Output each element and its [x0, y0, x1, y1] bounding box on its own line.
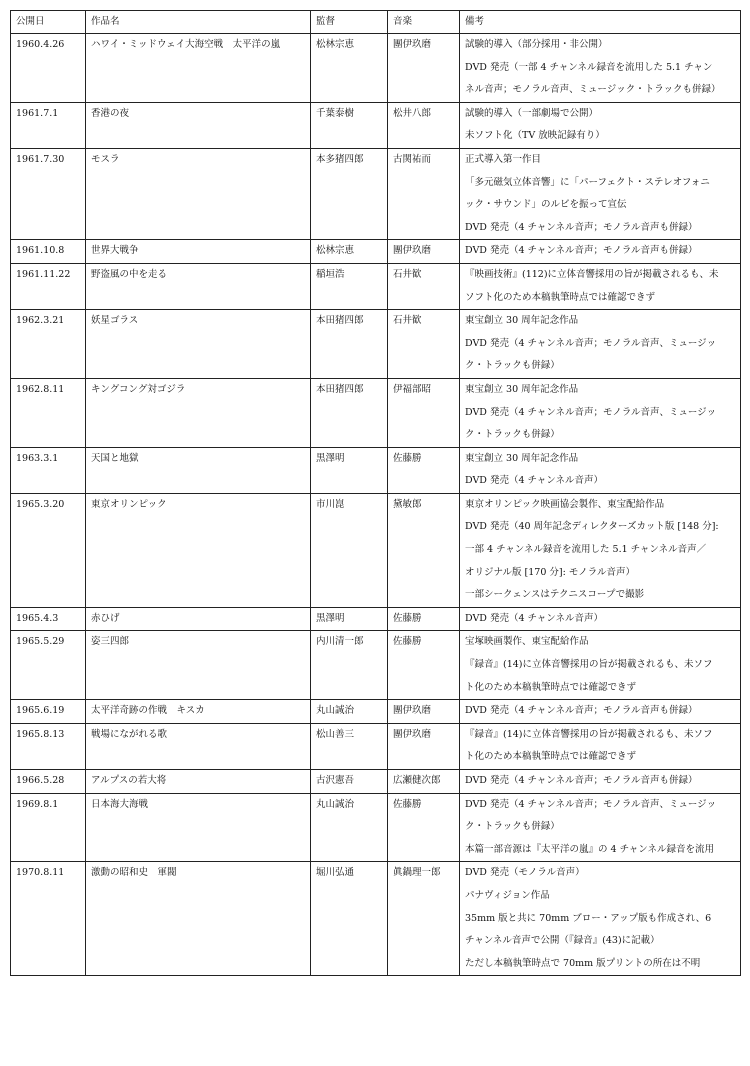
- title-cell: 戦場にながれる歌: [86, 723, 311, 769]
- notes-cell: [460, 34, 741, 103]
- music-cell: 眞鍋理一郎: [388, 862, 460, 976]
- director-cell: 稲垣浩: [311, 263, 388, 309]
- note-line: ク・トラックも併録）: [465, 360, 560, 372]
- notes-cell: [460, 631, 741, 700]
- release-date-cell: 1963.3.1: [11, 447, 86, 493]
- note-line: DVD 発売（4 チャンネル音声；モノラル音声も併録）: [465, 221, 698, 233]
- release-date-cell: 1965.8.13: [11, 723, 86, 769]
- release-date-cell: 1969.8.1: [11, 793, 86, 862]
- note-line: ック・サウンド」のルビを振って宣伝: [465, 199, 627, 211]
- header-director: 監督: [311, 11, 388, 34]
- note-line: DVD 発売（4 チャンネル音声；モノラル音声、ミュージッ: [465, 798, 717, 810]
- note-line: 『録音』(14)に立体音響採用の旨が掲載されるも、未ソフ: [465, 728, 713, 740]
- table-row: [11, 102, 741, 148]
- notes-cell: [460, 263, 741, 309]
- release-date-cell: 1961.11.22: [11, 263, 86, 309]
- table-row: [11, 607, 741, 631]
- release-date-cell: 1961.7.30: [11, 148, 86, 239]
- release-date-cell: 1962.8.11: [11, 378, 86, 447]
- header-release-date: 公開日: [11, 11, 86, 34]
- note-line: 未ソフト化（TV 放映記録有り）: [465, 130, 605, 142]
- table-row: [11, 631, 741, 700]
- music-cell: 伊福部昭: [388, 378, 460, 447]
- note-line: ト化のため本稿執筆時点では確認できず: [465, 681, 637, 693]
- table-row: [11, 700, 741, 724]
- notes-cell: [460, 102, 741, 148]
- note-line: DVD 発売（4 チャンネル音声；モノラル音声、ミュージッ: [465, 337, 717, 349]
- release-date-cell: 1965.3.20: [11, 493, 86, 607]
- note-line: 東京オリンピック映画協会製作、東宝配給作品: [465, 498, 665, 510]
- release-date-cell: 1961.10.8: [11, 240, 86, 264]
- notes-cell: [460, 378, 741, 447]
- director-cell: 黒澤明: [311, 607, 388, 631]
- music-cell: 團伊玖磨: [388, 700, 460, 724]
- note-line: 東宝創立 30 周年記念作品: [465, 383, 579, 395]
- director-cell: 古沢憲吾: [311, 770, 388, 794]
- director-cell: 松林宗恵: [311, 240, 388, 264]
- music-cell: 古関祐而: [388, 148, 460, 239]
- director-cell: 松山善三: [311, 723, 388, 769]
- note-line: ク・トラックも併録）: [465, 821, 560, 833]
- note-line: ただし本稿執筆時点で 70mm 版プリントの所在は不明: [465, 957, 701, 969]
- release-date-cell: 1970.8.11: [11, 862, 86, 976]
- director-cell: 丸山誠治: [311, 793, 388, 862]
- title-cell: ハワイ・ミッドウェイ大海空戦 太平洋の嵐: [86, 34, 311, 103]
- release-date-cell: 1961.7.1: [11, 102, 86, 148]
- note-line: 宝塚映画製作、東宝配給作品: [465, 636, 589, 648]
- note-line: ク・トラックも併録）: [465, 429, 560, 441]
- notes-cell: [460, 723, 741, 769]
- release-date-cell: 1962.3.21: [11, 310, 86, 379]
- table-row: [11, 493, 741, 607]
- notes-cell: [460, 240, 741, 264]
- note-line: 正式導入第一作目: [465, 153, 542, 165]
- music-cell: 松井八郎: [388, 102, 460, 148]
- title-cell: 姿三四郎: [86, 631, 311, 700]
- note-line: ネル音声；モノラル音声、ミュージック・トラックも併録）: [465, 84, 721, 96]
- release-date-cell: 1960.4.26: [11, 34, 86, 103]
- table-header: [11, 11, 741, 34]
- note-line: 一部シークェンスはテクニスコープで撮影: [465, 589, 645, 601]
- director-cell: 千葉泰樹: [311, 102, 388, 148]
- table-row: [11, 148, 741, 239]
- music-cell: 石井歓: [388, 263, 460, 309]
- note-line: DVD 発売（4 チャンネル音声）: [465, 612, 603, 624]
- note-line: ソフト化のため本稿執筆時点では確認できず: [465, 291, 656, 303]
- note-line: 35mm 版と共に 70mm ブロー・アップ版も作成され、6: [465, 912, 712, 924]
- release-date-cell: 1965.4.3: [11, 607, 86, 631]
- notes-cell: [460, 862, 741, 976]
- note-line: DVD 発売（一部 4 チャンネル録音を流用した 5.1 チャン: [465, 61, 713, 73]
- title-cell: 太平洋奇跡の作戦 キスカ: [86, 700, 311, 724]
- notes-cell: [460, 148, 741, 239]
- header-title: 作品名: [86, 11, 311, 34]
- title-cell: 世界大戦争: [86, 240, 311, 264]
- music-cell: 佐藤勝: [388, 447, 460, 493]
- film-table-container: [10, 10, 740, 976]
- title-cell: アルプスの若大将: [86, 770, 311, 794]
- director-cell: 黒澤明: [311, 447, 388, 493]
- title-cell: 東京オリンピック: [86, 493, 311, 607]
- title-cell: 妖星ゴラス: [86, 310, 311, 379]
- table-row: [11, 240, 741, 264]
- table-row: [11, 793, 741, 862]
- header-notes: 備考: [460, 11, 741, 34]
- table-row: [11, 378, 741, 447]
- note-line: パナヴィジョン作品: [465, 889, 550, 901]
- note-line: 試験的導入（部分採用・非公開）: [465, 39, 608, 50]
- title-cell: 激動の昭和史 軍閥: [86, 862, 311, 976]
- notes-cell: [460, 700, 741, 724]
- notes-cell: [460, 607, 741, 631]
- music-cell: 広瀬健次郎: [388, 770, 460, 794]
- note-line: DVD 発売（4 チャンネル音声；モノラル音声も併録）: [465, 775, 698, 786]
- director-cell: 丸山誠治: [311, 700, 388, 724]
- music-cell: 團伊玖磨: [388, 240, 460, 264]
- note-line: 本篇一部音源は『太平洋の嵐』の 4 チャンネル録音を流用: [465, 843, 715, 855]
- note-line: チャンネル音声で公開（『録音』(43)に記載）: [465, 935, 660, 947]
- music-cell: 佐藤勝: [388, 631, 460, 700]
- music-cell: 佐藤勝: [388, 607, 460, 631]
- table-row: [11, 723, 741, 769]
- note-line: DVD 発売（4 チャンネル音声；モノラル音声も併録）: [465, 245, 698, 257]
- notes-cell: [460, 770, 741, 794]
- note-line: DVD 発売（4 チャンネル音声）: [465, 475, 603, 487]
- note-line: DVD 発売（40 周年記念ディレクターズカット版 [148 分]:: [465, 521, 719, 533]
- table-row: [11, 447, 741, 493]
- note-line: DVD 発売（4 チャンネル音声；モノラル音声、ミュージッ: [465, 406, 717, 418]
- title-cell: キングコング対ゴジラ: [86, 378, 311, 447]
- notes-cell: [460, 793, 741, 862]
- title-cell: 香港の夜: [86, 102, 311, 148]
- director-cell: 市川崑: [311, 493, 388, 607]
- note-line: 東宝創立 30 周年記念作品: [465, 452, 579, 464]
- header-row: [11, 11, 741, 34]
- director-cell: 本多猪四郎: [311, 148, 388, 239]
- director-cell: 内川清一郎: [311, 631, 388, 700]
- note-line: 一部 4 チャンネル録音を流用した 5.1 チャンネル音声／: [465, 544, 707, 556]
- table-body: [11, 34, 741, 976]
- note-line: 東宝創立 30 周年記念作品: [465, 315, 579, 327]
- music-cell: 石井歓: [388, 310, 460, 379]
- director-cell: 本田猪四郎: [311, 378, 388, 447]
- title-cell: 天国と地獄: [86, 447, 311, 493]
- release-date-cell: 1965.6.19: [11, 700, 86, 724]
- director-cell: 堀川弘通: [311, 862, 388, 976]
- music-cell: 團伊玖磨: [388, 34, 460, 103]
- table-row: [11, 34, 741, 103]
- notes-cell: [460, 447, 741, 493]
- note-line: 『録音』(14)に立体音響採用の旨が掲載されるも、未ソフ: [465, 659, 713, 671]
- director-cell: 松林宗恵: [311, 34, 388, 103]
- note-line: 「多元磁気立体音響」に「パーフェクト・ステレオフォニ: [465, 176, 710, 188]
- title-cell: モスラ: [86, 148, 311, 239]
- note-line: DVD 発売（4 チャンネル音声；モノラル音声も併録）: [465, 705, 698, 717]
- note-line: 試験的導入（一部劇場で公開）: [465, 107, 599, 119]
- title-cell: 赤ひげ: [86, 607, 311, 631]
- title-cell: 野盗風の中を走る: [86, 263, 311, 309]
- table-row: [11, 310, 741, 379]
- stereo-film-table: [10, 10, 741, 976]
- notes-cell: [460, 493, 741, 607]
- notes-cell: [460, 310, 741, 379]
- director-cell: 本田猪四郎: [311, 310, 388, 379]
- table-row: [11, 263, 741, 309]
- music-cell: 團伊玖磨: [388, 723, 460, 769]
- music-cell: 佐藤勝: [388, 793, 460, 862]
- table-row: [11, 862, 741, 976]
- header-music: 音楽: [388, 11, 460, 34]
- note-line: 『映画技術』(112)に立体音響採用の旨が掲載されるも、未: [465, 268, 719, 280]
- note-line: DVD 発売（モノラル音声）: [465, 867, 585, 879]
- table-row: [11, 770, 741, 794]
- music-cell: 黛敏郎: [388, 493, 460, 607]
- title-cell: 日本海大海戦: [86, 793, 311, 862]
- note-line: オリジナル版 [170 分]: モノラル音声）: [465, 566, 635, 578]
- release-date-cell: 1965.5.29: [11, 631, 86, 700]
- note-line: ト化のため本稿執筆時点では確認できず: [465, 751, 637, 763]
- release-date-cell: 1966.5.28: [11, 770, 86, 794]
